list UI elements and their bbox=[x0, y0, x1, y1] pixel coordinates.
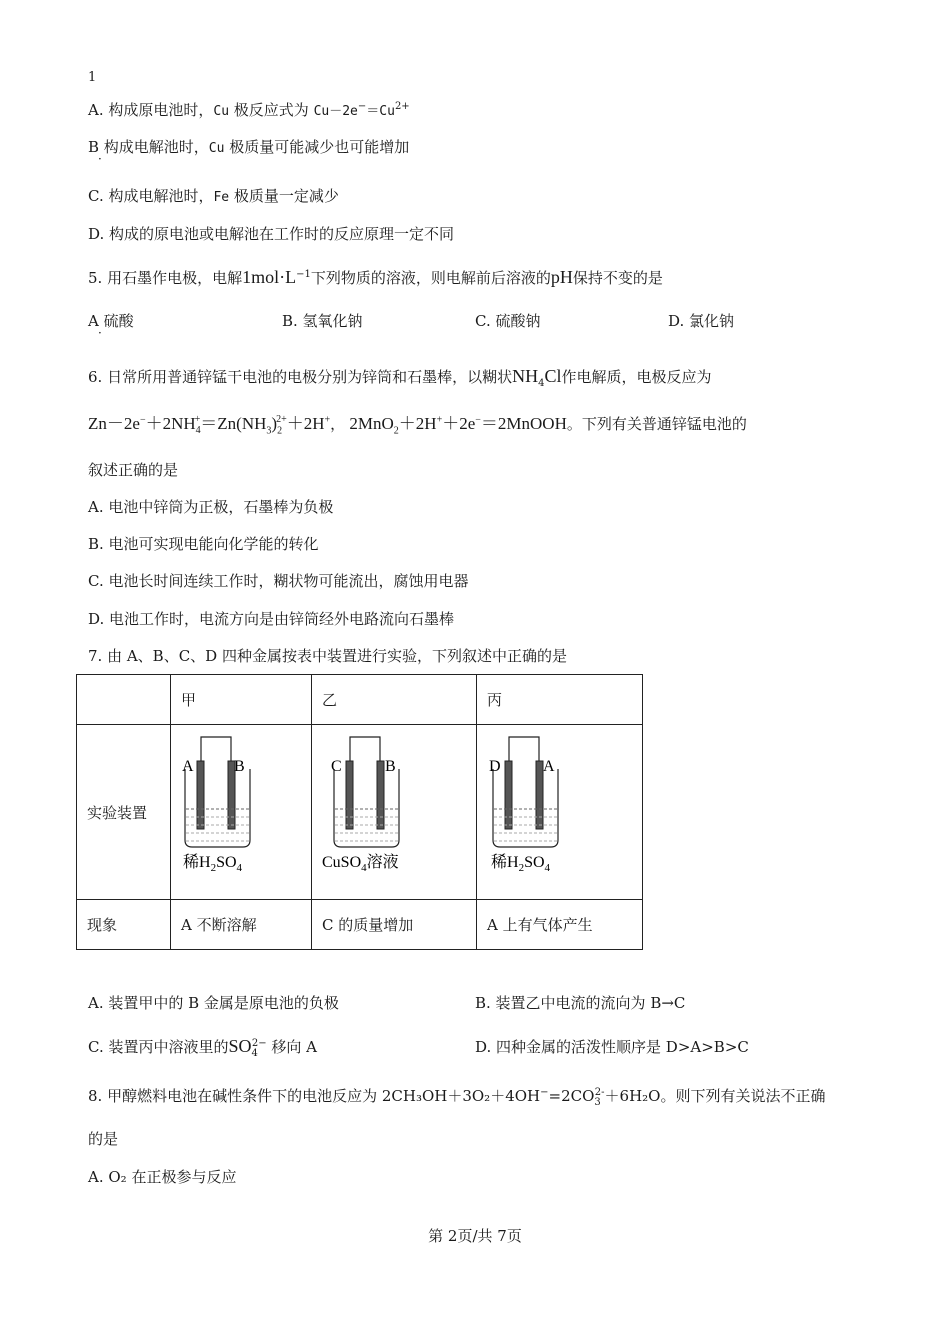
electrode-label-right: B bbox=[385, 758, 396, 775]
q8-stem: 8. 甲醇燃料电池在碱性条件下的电池反应为 $2CH_3OH+3O_2+4OH^-=2CO_3^{2-}+6H_2O$。则下列有关说法不正确 bbox=[88, 1087, 826, 1108]
q6-eq2-d: ＝2MnOOH bbox=[480, 414, 567, 433]
q4-c-text: C. 构成电解池时， bbox=[88, 187, 214, 205]
q7-option-a: A. 装置甲中的 B 金属是原电池的负极 bbox=[88, 994, 339, 1012]
q8-stem-mid: =2CO bbox=[548, 1087, 595, 1105]
q7-apparatus-jia bbox=[171, 725, 312, 900]
q6-option-b: B. 电池可实现电能向化学能的转化 bbox=[88, 535, 319, 553]
page-footer: 第 2页/共 7页 bbox=[428, 1227, 522, 1245]
q5-option-a: A 硫酸 bbox=[88, 312, 134, 330]
q4-option-a: A. 构成原电池时，Cu 极反应式为 $Cu-2e^-=Cu^{2+}$ bbox=[88, 101, 410, 119]
q7-table bbox=[76, 674, 643, 950]
q6-option-d: D. 电池工作时，电流方向是由锌筒经外电路流向石墨棒 bbox=[88, 610, 455, 628]
q7-phenomenon-bing: A 上有气体产生 bbox=[477, 900, 643, 950]
q5-stem bbox=[88, 267, 663, 288]
beaker-diagram-yi bbox=[312, 725, 476, 895]
q4-b-text2: 极质量可能减少也可能增加 bbox=[224, 138, 410, 156]
q7-header-empty bbox=[77, 675, 171, 725]
q8-stem-post: ＋6H₂O。则下列有关说法不正确 bbox=[604, 1087, 826, 1105]
page-marker: 1 bbox=[88, 70, 97, 85]
q7-c-pre: C. 装置丙中溶液里的 bbox=[88, 1038, 229, 1056]
electrode-label-left: A bbox=[182, 758, 194, 775]
q4-option-c bbox=[88, 186, 339, 208]
q4-a-eq: Cu－2e bbox=[313, 104, 358, 119]
q6-eq1-b: ＋2NH bbox=[145, 414, 196, 433]
q5-stem-pre: 5. 用石墨作电极，电解 bbox=[88, 269, 243, 287]
q6-eq2-b: ＋2H bbox=[398, 414, 437, 433]
q6-eq2-a: 2MnO bbox=[349, 414, 394, 433]
q4-c-text2: 极质量一定减少 bbox=[229, 187, 339, 205]
q4-option-d: D. 构成的原电池或电解池在工作时的反应原理一定不同 bbox=[88, 225, 455, 243]
beaker-diagram-jia bbox=[171, 725, 311, 895]
q7-option-c: C. 装置丙中溶液里的$SO_4^{2-}$ 移向 A bbox=[88, 1036, 318, 1059]
q4-a-cu: Cu bbox=[213, 104, 230, 119]
beaker-diagram-bing bbox=[477, 725, 642, 895]
electrode-label-right: B bbox=[234, 758, 245, 775]
q7-header-bing: 丙 bbox=[477, 675, 643, 725]
q5-stem-post: 保持不变的是 bbox=[572, 269, 663, 287]
q8-stem-line2: 的是 bbox=[88, 1130, 119, 1148]
q4-b-cu: Cu bbox=[208, 141, 225, 156]
electrode-label-right: A bbox=[543, 758, 555, 775]
q5-conc-exp: −1 bbox=[296, 269, 311, 280]
q6-eq1-a: Zn－2e bbox=[88, 414, 140, 433]
solution-label: CuSO$_4$溶液 bbox=[322, 854, 399, 874]
q6-eq1-c: ＝Zn(NH bbox=[200, 414, 267, 433]
q5-option-d: D. 氯化钠 bbox=[668, 312, 735, 330]
q6-cl: Cl bbox=[544, 366, 562, 386]
q4-b-text: B 构成电解池时， bbox=[88, 138, 209, 156]
dot-mark: · bbox=[98, 152, 102, 166]
q7-row-phenomenon-label: 现象 bbox=[77, 900, 171, 950]
q4-option-b bbox=[88, 137, 409, 159]
q7-phenomenon-yi: C 的质量增加 bbox=[312, 900, 477, 950]
q4-a-eq2: ＝Cu bbox=[366, 104, 395, 119]
q6-stem bbox=[88, 366, 712, 387]
q4-a-text: A. 构成原电池时， bbox=[88, 101, 214, 119]
q6-eq1-d: ) bbox=[271, 414, 278, 433]
q6-eq2-c: ＋2e bbox=[442, 414, 476, 433]
q6-sep: ， bbox=[330, 417, 346, 433]
q7-row-apparatus-label: 实验装置 bbox=[77, 725, 171, 900]
q5-conc: 1mol·L bbox=[242, 267, 297, 287]
q7-apparatus-yi bbox=[312, 725, 477, 900]
q5-option-c: C. 硫酸钠 bbox=[475, 312, 541, 330]
q7-c-so4: SO bbox=[228, 1036, 252, 1056]
q4-c-fe: Fe bbox=[213, 190, 230, 205]
q6-tail: 。下列有关普通锌锰电池的 bbox=[566, 417, 747, 433]
q7-c-post: 移向 A bbox=[271, 1038, 318, 1056]
q6-nh4-sub: 4 bbox=[538, 378, 545, 389]
q6-option-c: C. 电池长时间连续工作时，糊状物可能流出，腐蚀用电器 bbox=[88, 572, 469, 590]
electrode-label-left: C bbox=[331, 758, 342, 775]
q7-option-d: D. 四种金属的活泼性顺序是 D>A>B>C bbox=[475, 1038, 749, 1056]
q4-a-text2: 极反应式为 bbox=[229, 101, 314, 119]
solution-label: 稀$H_2SO_4$ bbox=[183, 854, 243, 874]
q6-nh4: NH bbox=[512, 366, 539, 386]
q6-eq1-e: ＋2H bbox=[286, 414, 325, 433]
dot-mark: · bbox=[98, 326, 102, 340]
q7-apparatus-bing bbox=[477, 725, 643, 900]
electrode-label-left: D bbox=[489, 758, 501, 775]
q8-option-a: A. O₂ 在正极参与反应 bbox=[88, 1168, 237, 1186]
q7-header-jia: 甲 bbox=[171, 675, 312, 725]
q7-header-yi: 乙 bbox=[312, 675, 477, 725]
q7-phenomenon-jia: A 不断溶解 bbox=[171, 900, 312, 950]
q6-stem-pre: 6. 日常所用普通锌锰干电池的电极分别为锌筒和石墨棒，以糊状 bbox=[88, 368, 513, 386]
solution-label: 稀$H_2SO_4$ bbox=[491, 854, 551, 874]
q6-stem-post: 作电解质，电极反应为 bbox=[561, 368, 712, 386]
q5-stem-mid: 下列物质的溶液，则电解前后溶液的 bbox=[310, 269, 551, 287]
q6-stem-line3: 叙述正确的是 bbox=[88, 461, 179, 479]
q8-stem-pre: 8. 甲醇燃料电池在碱性条件下的电池反应为 2CH₃OH＋3O₂＋4OH bbox=[88, 1087, 541, 1105]
q7-option-b: B. 装置乙中电流的流向为 B→C bbox=[475, 994, 686, 1012]
q5-ph: pH bbox=[550, 267, 573, 287]
q6-option-a: A. 电池中锌筒为正极，石墨棒为负极 bbox=[88, 498, 334, 516]
q7-stem: 7. 由 A、B、C、D 四种金属按表中装置进行实验，下列叙述中正确的是 bbox=[88, 647, 567, 665]
q6-equations: $Zn-2e^-+2NH_4^+=Zn(NH_3)_2^{2+}+2H^+$， 2MnO$_2$＋2H+＋2e−＝2MnOOH。下列有关普通锌锰电池的 bbox=[88, 414, 747, 437]
q5-option-b: B. 氢氧化钠 bbox=[282, 312, 363, 330]
